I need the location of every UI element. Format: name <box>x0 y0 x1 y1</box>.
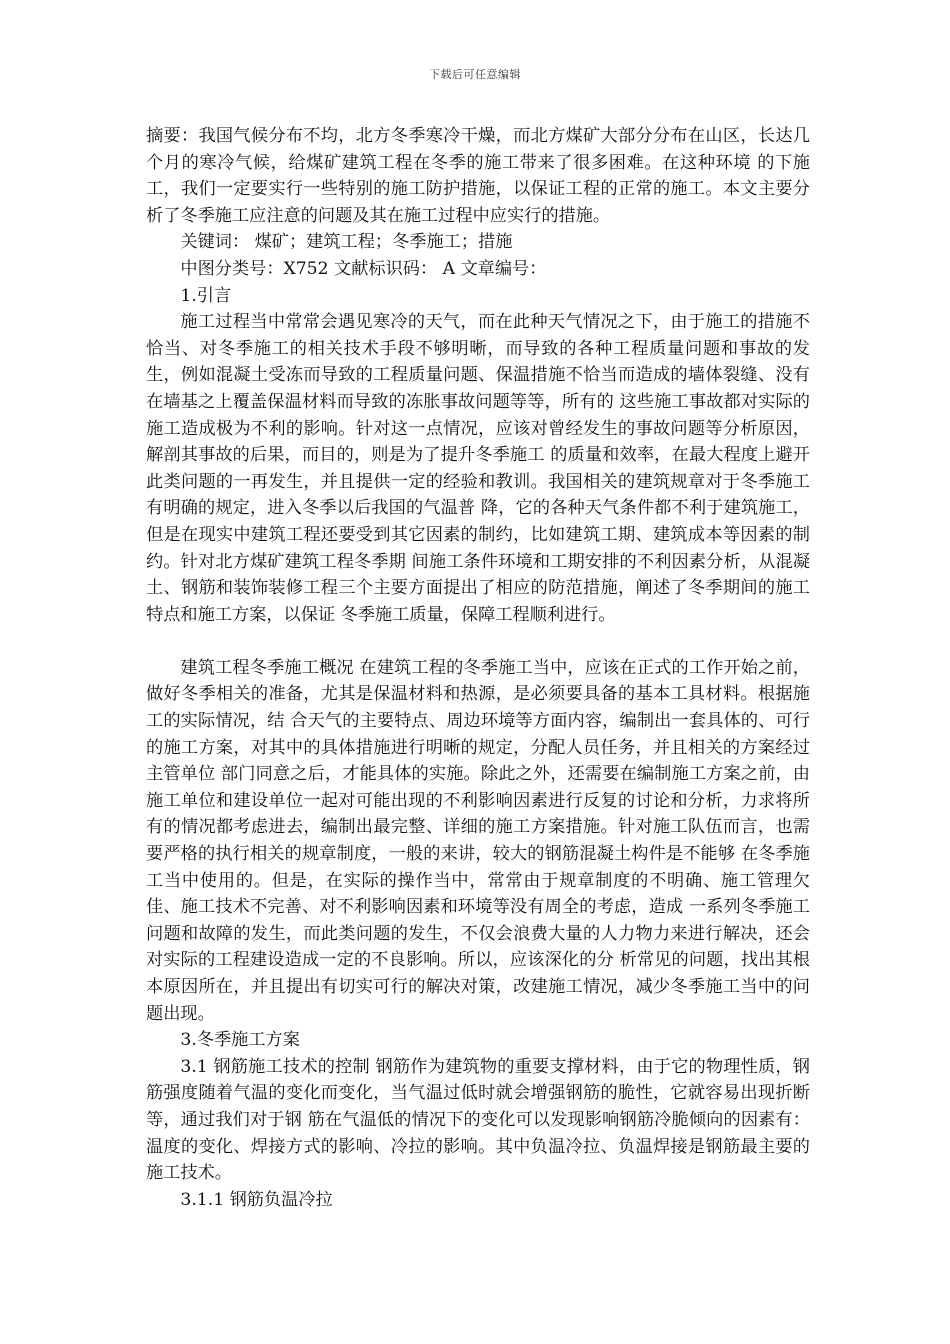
section-3-1-paragraph: 3.1 钢筋施工技术的控制 钢筋作为建筑物的重要支撑材料，由于它的物理性质，钢筋强度随着气温的变化而变化，当气温过低时就会增强钢筋的脆性，它就容易出现折断等，通过我们对于钢 筋在气温低的情况下的变化可以发现影响钢筋冷脆倾向的因素有：温度的变化、焊接方式的影响、冷拉的影响。其中负温冷拉、负温焊接是钢筋最主要的施工技术。 <box>146 1056 810 1184</box>
intro-heading: 1.引言 <box>180 285 232 306</box>
classification-line: 中图分类号：X752 文献标识码： A 文章编号： <box>180 258 547 279</box>
section-3-1-1-heading: 3.1.1 钢筋负温冷拉 <box>180 1189 333 1210</box>
overview-paragraph: 建筑工程冬季施工概况 在建筑工程的冬季施工当中，应该在正式的工作开始之前，做好冬季相关的准备，尤其是保温材料和热源，是必须要具备的基本工具材料。根据施工的实际情况，结 合天气的主要特点、周边环境等方面内容，编制出一套具体的、可行的施工方案，对其中的具体措施进行明晰的规定，分配人员任务，并且相关的方案经过主管单位 部门同意之后，才能具体的实施。除此之外，还需要在编制施工方案之前，由施工单位和建设单位一起对可能出现的不利影响因素进行反复的讨论和分析，力求将所 有的情况都考虑进去，编制出最完整、详细的施工方案措施。针对施工队伍而言，也需要严格的执行相关的规章制度，一般的来讲，较大的钢筋混凝土构件是不能够 在冬季施工当中使用的。但是，在实际的操作当中，常常由于规章制度的不明确、施工管理欠佳、施工技术不完善、对不利影响因素和环境等没有周全的考虑，造成 一系列冬季施工问题和故障的发生，而此类问题的发生，不仅会浪费大量的人力物力来进行解决，还会对实际的工程建设造成一定的不良影响。所以，应该深化的分 析常见的问题，找出其根本原因所在，并且提出有切实可行的解决对策，改建施工情况，减少冬季施工当中的问题出现。 <box>146 657 810 1024</box>
keywords-line: 关键词： 煤矿；建筑工程；冬季施工；措施 <box>180 232 513 253</box>
document-body <box>146 123 810 1213</box>
section-3-heading: 3.冬季施工方案 <box>180 1030 300 1051</box>
intro-paragraph: 施工过程当中常常会遇见寒冷的天气，而在此种天气情况之下，由于施工的措施不恰当、对冬季施工的相关技术手段不够明晰，而导致的各种工程质量问题和事故的发生，例如混凝土受冻而导致的工程质量问题、保温措施不恰当而造成的墙体裂缝、没有在墙基之上覆盖保温材料而导致的冻胀事故问题等等，所有的 这些施工事故都对实际的施工造成极为不利的影响。针对这一点情况，应该对曾经发生的事故问题等分析原因，解剖其事故的后果，而目的，则是为了提升冬季施工 的质量和效率，在最大程度上避开此类问题的一再发生，并且提供一定的经验和教训。我国相关的建筑规章对于冬季施工有明确的规定，进入冬季以后我国的气温普 降，它的各种天气条件都不利于建筑施工，但是在现实中建筑工程还要受到其它因素的制约，比如建筑工期、建筑成本等因素的制约。针对北方煤矿建筑工程冬季期 间施工条件环境和工期安排的不利因素分析，从混凝土、钢筋和装饰装修工程三个主要方面提出了相应的防范措施，阐述了冬季期间的施工特点和施工方案，以保证 冬季施工质量，保障工程顺利进行。 <box>146 312 810 625</box>
abstract-paragraph: 摘要：我国气候分布不均，北方冬季寒冷干燥，而北方煤矿大部分分布在山区，长达几个月的寒冷气候，给煤矿建筑工程在冬季的施工带来了很多困难。在这种环境 的下施工，我们一定要实行一些特别的施工防护措施，以保证工程的正常的施工。本文主要分析了冬季施工应注意的问题及其在施工过程中应实行的措施。 <box>146 126 810 226</box>
page-header-note: 下载后可任意编辑 <box>429 68 521 81</box>
